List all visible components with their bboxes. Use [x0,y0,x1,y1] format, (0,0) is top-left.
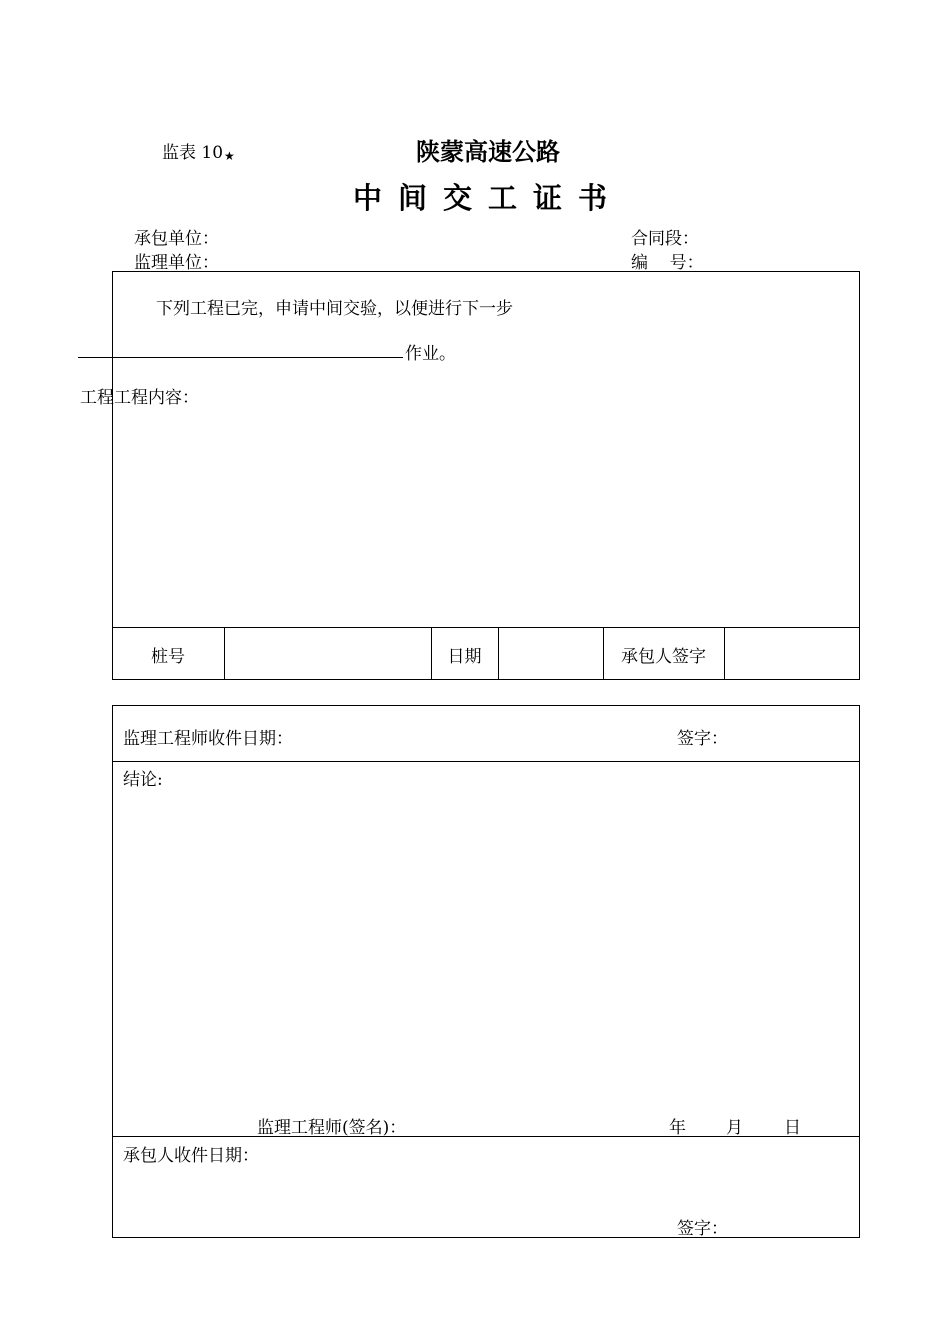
work-blank-line [78,357,403,358]
contract-section-label: 合同段： [631,229,699,249]
month-label: 月 [726,1118,743,1138]
contractor-receipt-date-label: 承包人收件日期： [123,1146,259,1166]
form-code-text: 监表 10 [162,143,224,163]
application-line-2-suffix: 作业。 [405,344,456,364]
column-divider [498,627,499,680]
engineer-receipt-date-label: 监理工程师收件日期： [123,729,293,749]
stake-label: 桩号 [151,647,185,667]
road-title: 陕蒙高速公路 [416,138,560,166]
number-label: 编 号： [631,253,704,273]
star-icon: ★ [224,149,235,163]
day-label: 日 [784,1118,801,1138]
contractor-unit-label: 承包单位： [134,229,219,249]
certificate-title: 中间交工证书 [352,181,623,215]
engineer-receipt-sign-label: 签字： [677,729,728,749]
application-box [112,271,860,680]
review-divider [112,761,860,762]
column-divider [224,627,225,680]
supervisor-unit-label: 监理单位： [134,253,219,273]
engineer-signature-label: 监理工程师(签名)： [257,1118,407,1138]
conclusion-label: 结论: [123,770,163,790]
year-label: 年 [669,1118,686,1138]
review-divider [112,1136,860,1137]
work-content-label: 工程工程内容： [80,388,199,408]
column-divider [724,627,725,680]
date-label: 日期 [447,647,482,667]
contractor-receipt-sign-label: 签字： [677,1219,728,1239]
application-line-1: 下列工程已完，申请中间交验，以便进行下一步 [156,299,513,319]
contractor-sign-label: 承包人签字 [621,647,706,667]
